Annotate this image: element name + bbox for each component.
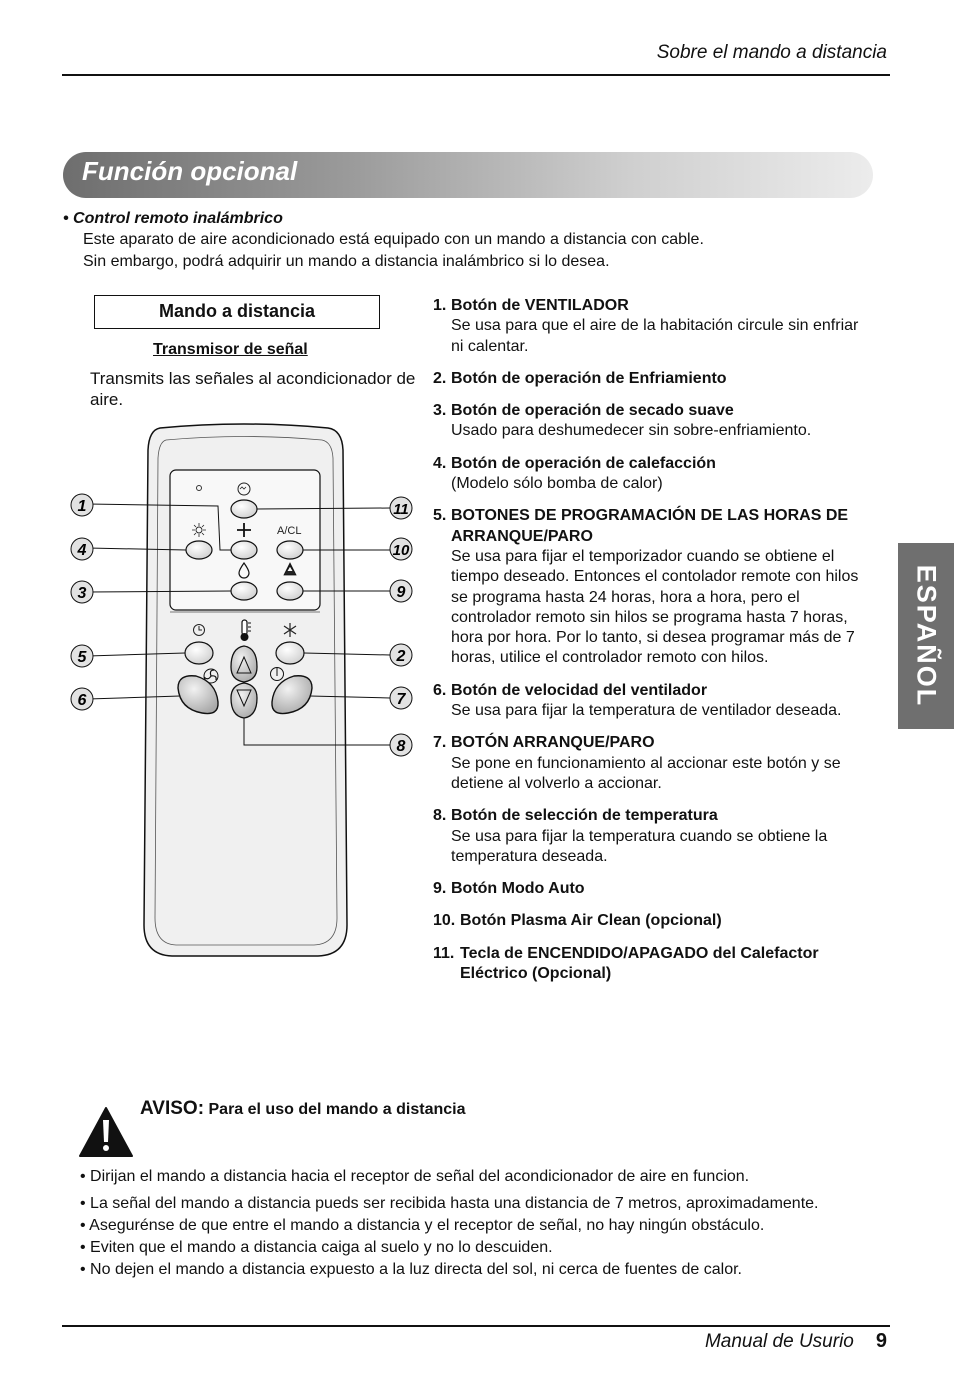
list-item: • Dirijan el mando a distancia hacia el receptor de señal del acondicionador de aire en funcion. xyxy=(80,1168,750,1185)
button-description-list xyxy=(433,296,873,996)
svg-text:5: 5 xyxy=(77,649,87,666)
cooling-button[interactable] xyxy=(276,642,304,664)
list-item: 3. Botón de operación de secado suave Usado para deshumedecer sin sobre-enfriamiento. xyxy=(433,402,812,440)
list-item: 4. Botón de operación de calefacción (Modelo sólo bomba de calor) xyxy=(433,454,716,493)
footer-label: Manual de Usurio xyxy=(704,1331,854,1352)
section-title: Función opcional xyxy=(82,156,298,186)
svg-text:8: 8 xyxy=(396,738,406,755)
warning-heading xyxy=(140,1098,465,1120)
intro-line-2: Sin embargo, podrá adquirir un mando a distancia inalámbrico si lo desea. xyxy=(83,253,610,270)
svg-text:11: 11 xyxy=(393,501,409,518)
list-item: • La señal del mando a distancia pueds ser recibida hasta una distancia de 7 metros, aproximadamente. xyxy=(80,1195,819,1212)
list-item: • Asegurénse de que entre el mando a distancia y el receptor de señal, no hay ningún obstáculo. xyxy=(80,1217,765,1234)
language-tab-label: ESPAÑOL xyxy=(911,564,942,708)
list-item: 7. BOTÓN ARRANQUE/PARO Se pone en funcionamiento al accionar este botón y se detiene al volverlo a accionar. xyxy=(433,734,841,792)
list-item: 9. Botón Modo Auto xyxy=(433,880,585,898)
list-item: 2. Botón de operación de Enfriamiento xyxy=(433,369,727,387)
timer-button[interactable] xyxy=(185,642,213,664)
header-rule xyxy=(62,74,890,76)
temperature-down-button[interactable] xyxy=(231,683,257,718)
intro-bullet-title: • Control remoto inalámbrico xyxy=(63,210,283,227)
list-item: 5. BOTONES DE PROGRAMACIÓN DE LAS HORAS DE ARRANQUE/PARO Se usa para fijar el temporizador cuando se obtiene el tiempo deseado. Entonces el contolador remote con hilos se programa hasta 24 horas, hora a hora, pero el controlador remoto sin hilos se programa hasta 7 horas, hora por hora. Por lo tanto, si desea programar más de 7 horas, utilice el controlador remoto con hilos. xyxy=(433,507,859,667)
page-number: 9 xyxy=(875,1330,887,1352)
transmitter-description: Transmits las señales al acondicionador de aire. xyxy=(90,369,416,409)
list-item: • No dejen el mando a distancia expuesto a la luz directa del sol, ni cerca de fuentes de calor. xyxy=(80,1261,742,1278)
remote-control-illustration xyxy=(60,420,430,965)
auto-mode-button[interactable] xyxy=(277,582,303,600)
warning-icon xyxy=(78,1106,134,1158)
list-item: 11. Tecla de ENCENDIDO/APAGADO del Calefactor Eléctrico (Opcional) xyxy=(433,944,819,983)
svg-text:2: 2 xyxy=(396,648,406,665)
fan-button[interactable] xyxy=(231,541,257,559)
svg-text:6: 6 xyxy=(77,692,87,709)
warning-subtitle: Para el uso del mando a distancia xyxy=(208,1101,466,1118)
transmitter-title: Transmisor de señal xyxy=(153,341,308,358)
language-tab xyxy=(898,543,954,729)
heating-button[interactable] xyxy=(186,541,212,559)
list-item: 8. Botón de selección de temperatura Se usa para fijar la temperatura cuando se obtiene la temperatura deseada. xyxy=(433,807,828,865)
acl-label: A/CL xyxy=(277,525,302,537)
footer xyxy=(705,1330,887,1353)
svg-text:3: 3 xyxy=(77,585,87,602)
list-item: 6. Botón de velocidad del ventilador Se usa para fijar la temperatura de ventilador deseada. xyxy=(433,681,842,720)
svg-text:4: 4 xyxy=(77,542,87,559)
warning-label: AVISO: xyxy=(140,1098,205,1119)
running-header: Sobre el mando a distancia xyxy=(656,42,887,63)
plasma-button[interactable] xyxy=(277,541,303,559)
heater-button[interactable] xyxy=(231,500,257,518)
temperature-up-button[interactable] xyxy=(231,646,257,682)
svg-text:9: 9 xyxy=(396,584,406,601)
intro-line-1: Este aparato de aire acondicionado está equipado con un mando a distancia con cable. xyxy=(83,231,704,248)
list-item: 1. Botón de VENTILADOR Se usa para que el aire de la habitación circule sin enfriar ni calentar. xyxy=(433,297,859,355)
remote-box-title: Mando a distancia xyxy=(94,295,380,329)
list-item: 10. Botón Plasma Air Clean (opcional) xyxy=(433,912,722,930)
svg-text:7: 7 xyxy=(396,691,406,708)
svg-text:1: 1 xyxy=(77,498,87,515)
list-item: • Eviten que el mando a distancia caiga al suelo y no lo descuiden. xyxy=(80,1239,553,1256)
dry-button[interactable] xyxy=(231,582,257,600)
warning-notes xyxy=(80,1166,818,1281)
svg-text:10: 10 xyxy=(392,542,410,559)
footer-rule xyxy=(62,1325,890,1327)
